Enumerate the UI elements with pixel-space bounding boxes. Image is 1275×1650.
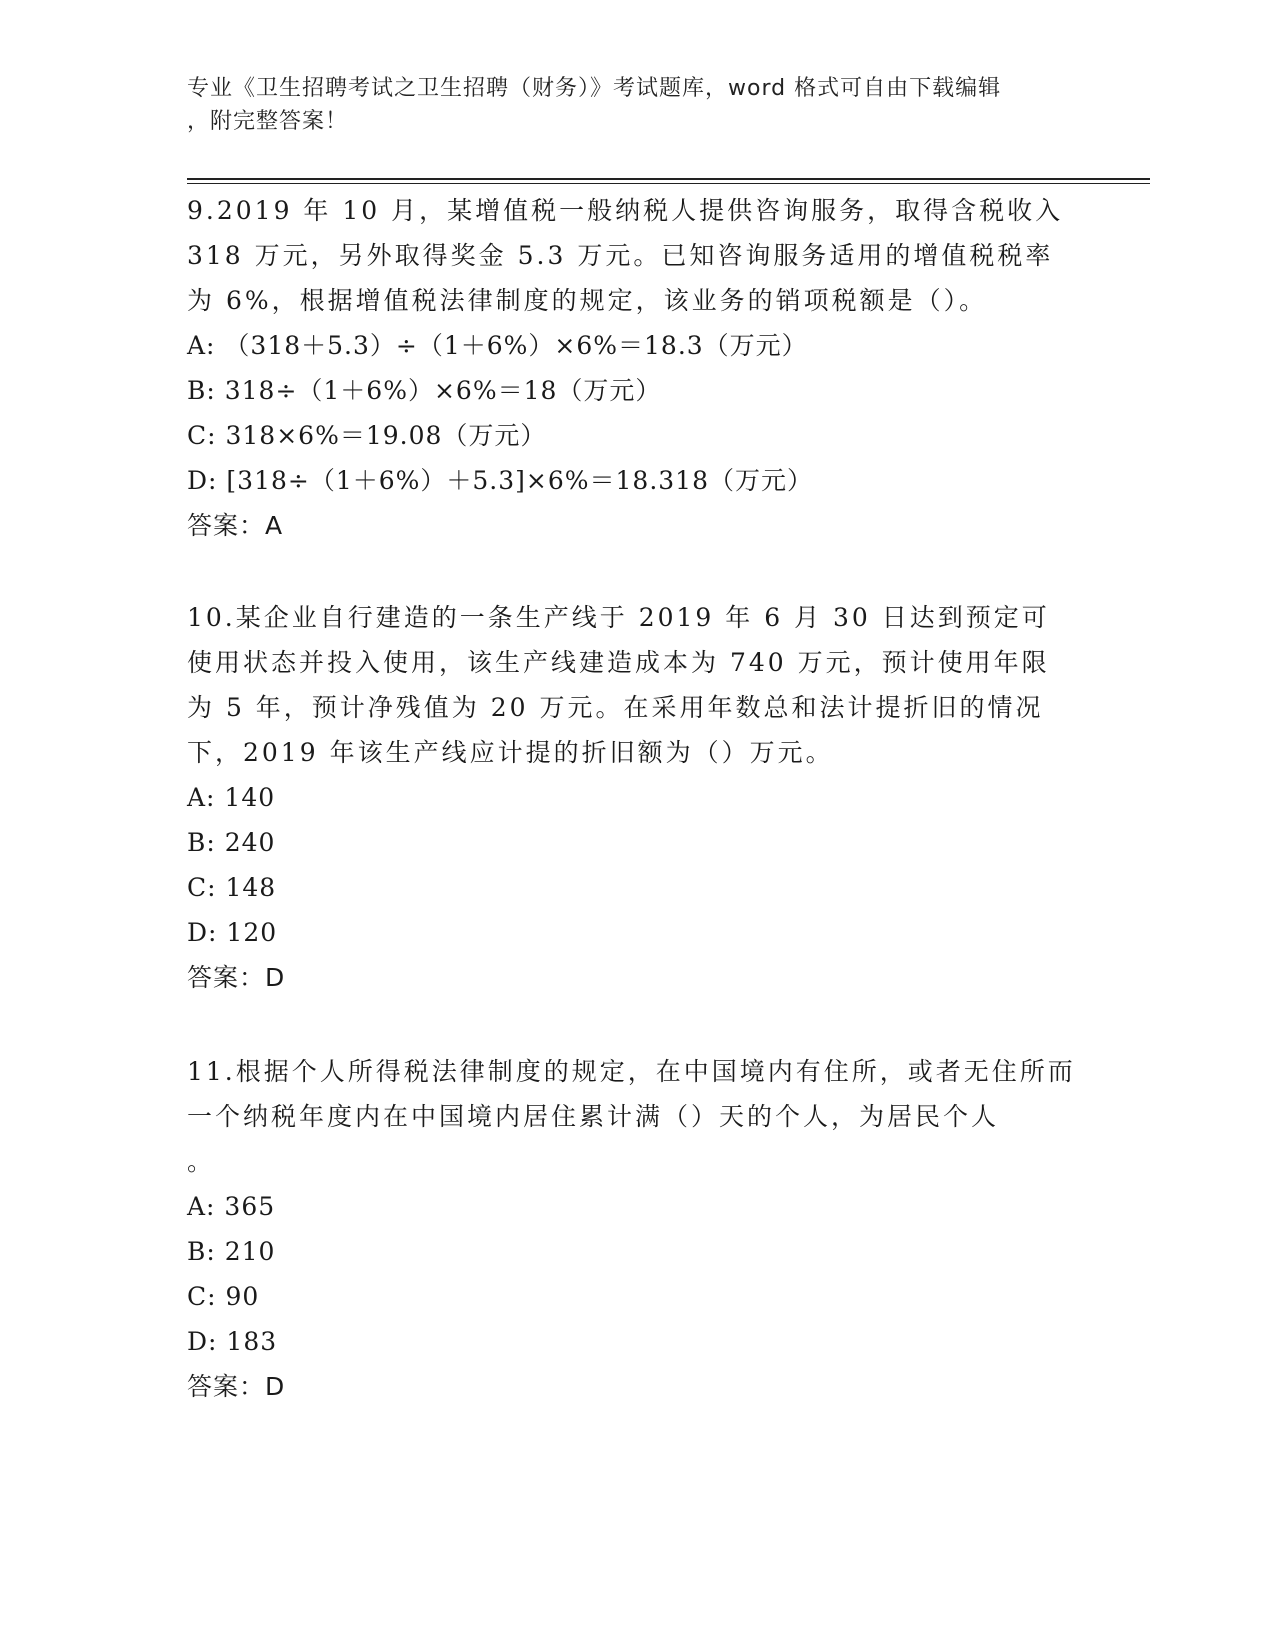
answer: 答案：A xyxy=(187,511,284,540)
option-d: D: 120 xyxy=(187,918,278,947)
question-stem-tail: 。 xyxy=(187,1147,213,1176)
option-c: C: 90 xyxy=(187,1282,260,1311)
question-11 xyxy=(187,1049,1077,1409)
question-stem: 11.根据个人所得税法律制度的规定，在中国境内有住所，或者无住所而一个纳税年度内在中国境内居住累计满（）天的个人，为居民个人 xyxy=(187,1057,1076,1131)
option-a: A: 140 xyxy=(187,783,276,812)
question-9 xyxy=(187,188,1077,548)
question-stem: 10.某企业自行建造的一条生产线于 2019 年 6 月 30 日达到预定可使用状态并投入使用，该生产线建造成本为 740 万元，预计使用年限为 5 年，预计净残值为 20 万元。在采用年数总和法计提折旧的情况下，2019 年该生产线应计提的折旧额为（）万元。 xyxy=(187,603,1050,767)
header-line-1: 专业《卫生招聘考试之卫生招聘（财务）》考试题库，word 格式可自由下载编辑 xyxy=(187,76,1002,101)
answer: 答案：D xyxy=(187,1372,286,1401)
option-c: C: 148 xyxy=(187,873,277,902)
option-b: B: 240 xyxy=(187,828,276,857)
option-d: D: 183 xyxy=(187,1327,278,1356)
option-a: A: （318＋5.3）÷（1＋6%）×6%＝18.3（万元） xyxy=(187,331,808,360)
option-a: A: 365 xyxy=(187,1192,276,1221)
option-d: D: [318÷（1＋6%）＋5.3]×6%＝18.318（万元） xyxy=(187,466,813,495)
option-c: C: 318×6%＝19.08（万元） xyxy=(187,421,547,450)
option-b: B: 210 xyxy=(187,1237,276,1266)
answer: 答案：D xyxy=(187,963,286,992)
header-divider-thick xyxy=(187,178,1150,180)
header-line-2: ，附完整答案！ xyxy=(187,109,349,134)
question-10 xyxy=(187,595,1077,1000)
document-header xyxy=(187,72,1087,138)
question-stem: 9.2019 年 10 月，某增值税一般纳税人提供咨询服务，取得含税收入 318 万元，另外取得奖金 5.3 万元。已知咨询服务适用的增值税税率为 6%，根据增值税法律制度的规定，该业务的销项税额是（）。 xyxy=(187,196,1064,315)
option-b: B: 318÷（1＋6%）×6%＝18（万元） xyxy=(187,376,662,405)
header-divider-thin xyxy=(187,183,1150,184)
